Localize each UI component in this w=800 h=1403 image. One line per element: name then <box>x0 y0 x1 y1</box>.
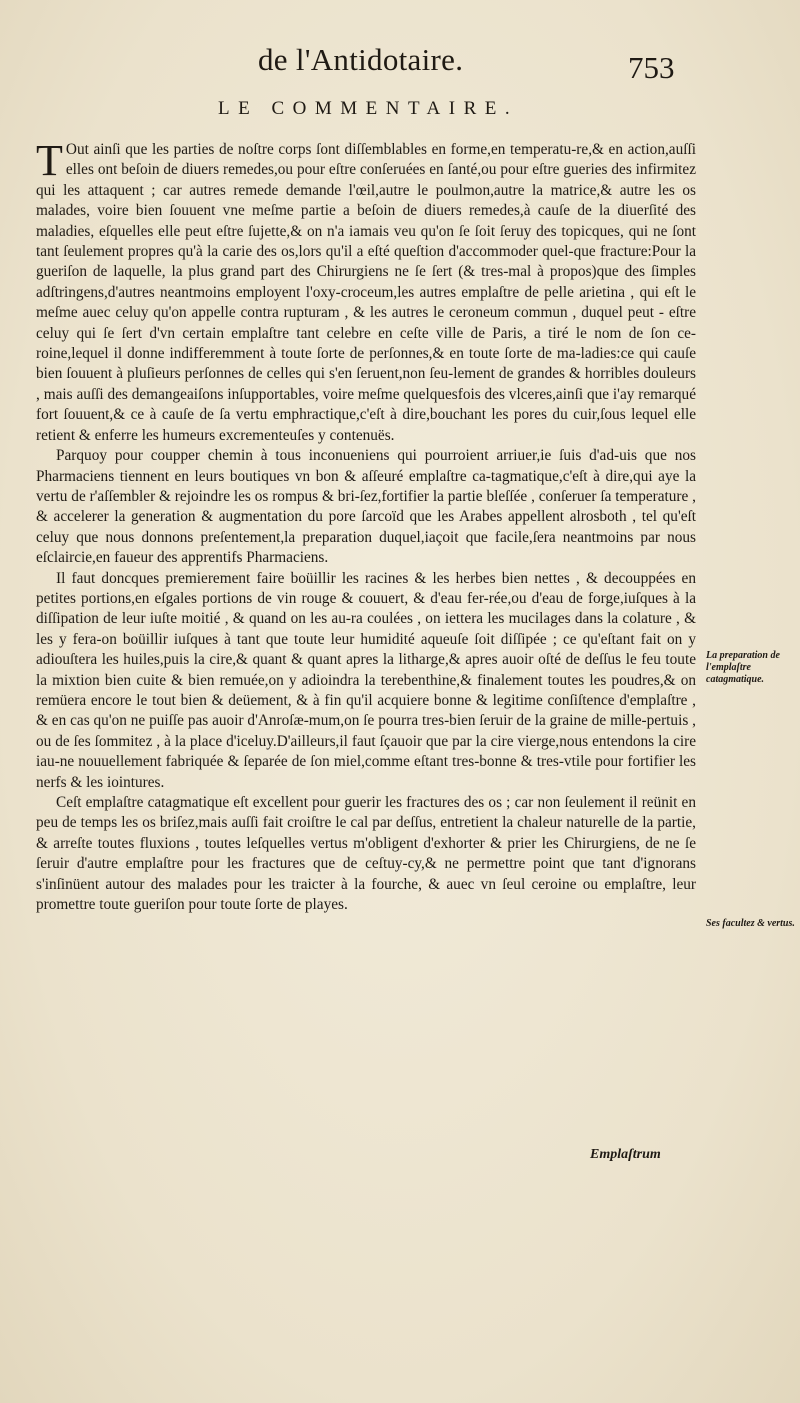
drop-cap: T <box>36 136 63 185</box>
body-text <box>36 136 696 915</box>
paragraph-3: Il faut doncques premierement faire boüillir les racines & les herbes bien nettes , & decouppées en petites portions,en eſgales portions de vin rouge & couuert, & d'eau fer-rée,ou d'eau de forge,iuſques à la diſſipation de leur iuſte moitié , & quand on les au-ra coulées , on iettera les mucilages dans la colature , & les y fera-on boüillir iuſques à tant que toute leur humidité aqueuſe ſoit diſſipée ; ce qu'eſtant fait on y adiouſtera les huiles,puis la cire,& quant & quant apres la litharge,& apres auoir oſté de deſſus le feu toute la mixtion bien cuite & bien remuée,on y adioindra la terebenthine,& finalement toutes les poudres,& on remüera encore le tout bien & deüement, & à fin qu'il acquiere bonne & legitime conſiſtence d'emplaſtre , & en cas qu'on ne puiſſe pas auoir d'Anroſæ-mum,on ſe pourra tres-bien ſeruir de la graine de mille-pertuis , ou de ſes ſommitez , à la place d'iceluy.D'ailleurs,il faut ſçauoir que par la cire vierge,nous entendons la cire iau-ne nouuellement fabriquée & ſeparée de ſon miel,comme eſtant tres-bonne & tres-vtile pour fortifier les nerfs & les iointures. <box>36 569 696 791</box>
catchword: Emplaſtrum <box>590 1147 661 1162</box>
running-head: de l'Antidotaire. <box>258 42 464 77</box>
paragraph-1-text: Out ainſi que les parties de noſtre corps ſont diſſemblables en forme,en temperatu-re,& en action,auſſi elles ont beſoin de diuers remedes,ou pour eſtre conſeruées en ſanté,ou pour eſtre gueries des infirmitez qui les attaquent ; car autres remede demande l'œil,autre le poulmon,autre la matrice,& autre les os malades, voire bien ſouuent vne meſme partie a beſoin de diuers remedes,à cauſe de la diuerſité des maladies, eſquelles elle peut eſtre ſujette,& on n'a iamais veu qu'on ſe ſoit ſeruy des topicques, qui ne ſont tant ſeulement propres qu'à la carie des os,lors qu'il a eſté queſtion d'accommoder quel-que fracture:Pour la gueriſon de laquelle, la plus grand part des Chirurgiens ne ſe ſert (& tres-mal à propos)que des ſimples adſtringens,d'autres neantmoins employent l'oxy-croceum,les autres emplaſtre de pelle arietina , qui eſt le meſme auec celuy qu'on appelle contra rupturam , & les autres le ceroneum commun , duquel peut - eſtre celuy qui ſe ſert d'vn certain emplaſtre tant celebre en ceſte ville de Paris, a tiré le nom de ſon ce-roine,lequel il donne indifferemment à toute ſorte de perſonnes,& en toute ſorte de ma-ladies:ce qui cauſe bien ſouuent à pluſieurs perſonnes de celles qui s'en ſeruent,non ſeu-lement de grandes & horribles douleurs , mais auſſi des demangeaiſons inſupportables, voire meſme quelquesfois des vlceres,ainſi que i'ay remarqué fort ſouuent,& ce à cauſe de ſa vertu emphractique,c'eſt à dire,bouchant les pores du cuir,ſous lequel elle retient & enferre les humeurs excrementeuſes y contenuës. <box>36 141 696 444</box>
paragraph-1 <box>36 136 696 446</box>
margin-note-faculties: Ses facultez & vertus. <box>706 918 795 929</box>
section-title: LE COMMENTAIRE. <box>218 98 519 119</box>
margin-note-preparation: La preparation de l'emplaſtre catagmatique. <box>706 650 780 685</box>
paragraph-2: Parquoy pour coupper chemin à tous inconueniens qui pourroient arriuer,ie ſuis d'ad-uis que nos Pharmaciens tiennent en leurs boutiques vn bon & aſſeuré emplaſtre ca-tagmatique,c'eſt à dire,qui aye la vertu de r'aſſembler & rejoindre les os rompus & bri-ſez,fortifier la partie bleſſée , conſeruer ſa temperature , & accelerer la generation & augmentation du pore ſarcoïd que les Arabes appellent alrosboth , tel qu'eſt celuy que nous donnons preſentement,la preparation duquel,iaçoit que facile,ſera neantmoins par nous eſclaircie,en faueur des apprentifs Pharmaciens. <box>36 447 696 567</box>
paragraph-4: Ceſt emplaſtre catagmatique eſt excellent pour guerir les fractures des os ; car non ſeulement il reünit en peu de temps les os briſez,mais auſſi fait croiſtre le cal par deſſus, entretient la chaleur naturelle de la partie, & arreſte toutes fluxions , toutes leſquelles vertus m'obligent d'exhorter & prier les Chirurgiens, de ne ſe ſeruir d'autre emplaſtre pour les fractures que de ceſtuy-cy,& ne permettre point que tant d'ignorans s'inſinüent autour des malades pour les traicter à la fourche, & auec vn ſeul ceroine ou emplaſtre, leur promettre toute gueriſon pour toute ſorte de playes. <box>36 794 696 914</box>
page-number: 753 <box>628 50 675 85</box>
